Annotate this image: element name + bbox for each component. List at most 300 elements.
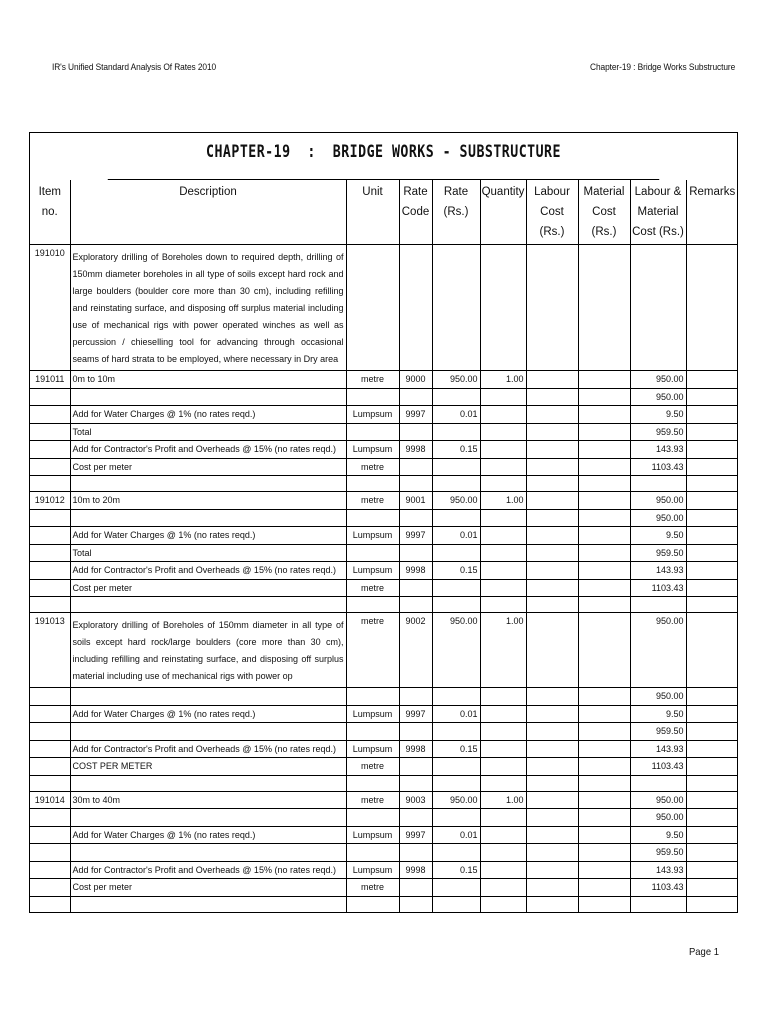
column-header-unit: Unit: [346, 180, 399, 245]
cell-labour-material-cost: 143.93: [630, 740, 686, 758]
cell-rate-code: [399, 723, 432, 741]
cell-item-no: [30, 527, 70, 545]
cell-remarks: [686, 740, 738, 758]
cell-rate: [432, 879, 480, 897]
cell-description: [70, 775, 346, 791]
cell-item-no: [30, 544, 70, 562]
cell-rate: [432, 723, 480, 741]
column-header-rate-code: Rate Code: [399, 180, 432, 245]
cell-quantity: [480, 476, 526, 492]
cell-quantity: [480, 423, 526, 441]
cell-rate-code: 9997: [399, 406, 432, 424]
cell-remarks: [686, 879, 738, 897]
cell-material-cost: [578, 775, 630, 791]
cell-description: Cost per meter: [70, 579, 346, 597]
column-header-remarks: Remarks: [686, 180, 738, 245]
cell-unit: metre: [346, 458, 399, 476]
cell-unit: [346, 509, 399, 527]
cell-material-cost: [578, 492, 630, 510]
cell-item-no: [30, 740, 70, 758]
cell-remarks: [686, 861, 738, 879]
cell-unit: Lumpsum: [346, 527, 399, 545]
cell-rate-code: [399, 544, 432, 562]
cell-quantity: [480, 826, 526, 844]
cell-quantity: [480, 441, 526, 459]
cell-rate-code: 9998: [399, 562, 432, 580]
cell-description: Add for Contractor's Profit and Overheads @ 15% (no rates reqd.): [70, 562, 346, 580]
cell-quantity: [480, 562, 526, 580]
cell-item-no: [30, 688, 70, 706]
cell-item-no: 191010: [30, 245, 70, 371]
cell-description: [70, 597, 346, 613]
cell-material-cost: [578, 688, 630, 706]
cell-material-cost: [578, 705, 630, 723]
cell-item-no: 191014: [30, 791, 70, 809]
cell-description: [70, 844, 346, 862]
cell-quantity: [480, 758, 526, 776]
table-row: [30, 371, 738, 389]
cell-remarks: [686, 509, 738, 527]
cell-unit: Lumpsum: [346, 705, 399, 723]
cell-rate-code: 9002: [399, 613, 432, 688]
cell-item-no: [30, 406, 70, 424]
cell-remarks: [686, 441, 738, 459]
cell-labour-cost: [526, 826, 578, 844]
cell-description: Exploratory drilling of Boreholes of 150mm diameter in all type of soils except hard rock/large boulders (core more than 30 cm), including refilling and reinstating surface, and disposing off surplus material including use of mechanical rigs with power op: [70, 613, 346, 688]
spacer-row: [30, 597, 738, 613]
cell-labour-material-cost: 1103.43: [630, 579, 686, 597]
cell-item-no: [30, 861, 70, 879]
cell-remarks: [686, 809, 738, 827]
cell-material-cost: [578, 597, 630, 613]
cell-quantity: [480, 879, 526, 897]
table-row: [30, 579, 738, 597]
cell-description: 0m to 10m: [70, 371, 346, 389]
cell-rate-code: [399, 879, 432, 897]
cell-description: Add for Contractor's Profit and Overheads @ 15% (no rates reqd.): [70, 441, 346, 459]
cell-labour-material-cost: 950.00: [630, 371, 686, 389]
cell-material-cost: [578, 861, 630, 879]
table-row: [30, 527, 738, 545]
cell-material-cost: [578, 579, 630, 597]
cell-remarks: [686, 423, 738, 441]
cell-item-no: [30, 579, 70, 597]
rate-table: [30, 180, 738, 913]
cell-item-no: [30, 826, 70, 844]
cell-labour-cost: [526, 406, 578, 424]
cell-rate-code: [399, 597, 432, 613]
cell-item-no: [30, 562, 70, 580]
cell-rate-code: [399, 809, 432, 827]
cell-rate-code: [399, 896, 432, 912]
cell-labour-cost: [526, 388, 578, 406]
table-row: [30, 509, 738, 527]
cell-material-cost: [578, 371, 630, 389]
column-header-item-no: Item no.: [30, 180, 70, 245]
cell-item-no: [30, 896, 70, 912]
cell-rate-code: 9998: [399, 441, 432, 459]
cell-labour-cost: [526, 509, 578, 527]
cell-quantity: [480, 597, 526, 613]
cell-quantity: [480, 861, 526, 879]
cell-rate: [432, 388, 480, 406]
cell-labour-cost: [526, 740, 578, 758]
cell-labour-cost: [526, 791, 578, 809]
table-row: [30, 809, 738, 827]
cell-rate-code: 9000: [399, 371, 432, 389]
cell-rate-code: [399, 844, 432, 862]
cell-unit: [346, 245, 399, 371]
cell-rate-code: 9001: [399, 492, 432, 510]
cell-rate: [432, 844, 480, 862]
cell-unit: [346, 809, 399, 827]
cell-unit: metre: [346, 613, 399, 688]
cell-rate: [432, 458, 480, 476]
cell-quantity: [480, 723, 526, 741]
table-row: [30, 245, 738, 371]
page-number: Page 1: [689, 946, 719, 958]
cell-quantity: [480, 544, 526, 562]
cell-material-cost: [578, 544, 630, 562]
cell-material-cost: [578, 476, 630, 492]
table-body: [30, 245, 738, 913]
cell-item-no: [30, 705, 70, 723]
cell-quantity: 1.00: [480, 371, 526, 389]
cell-labour-cost: [526, 705, 578, 723]
table-header-row: [30, 180, 738, 245]
cell-labour-material-cost: 959.50: [630, 844, 686, 862]
cell-rate: [432, 758, 480, 776]
cell-description: 10m to 20m: [70, 492, 346, 510]
cell-description: COST PER METER: [70, 758, 346, 776]
cell-quantity: 1.00: [480, 492, 526, 510]
table-row: [30, 423, 738, 441]
cell-material-cost: [578, 879, 630, 897]
cell-unit: Lumpsum: [346, 740, 399, 758]
cell-description: Exploratory drilling of Boreholes down to required depth, drilling of 150mm diameter boreholes in all type of soils except hard rock and large boulders (boulder core more than 30 cm), including refilling and reinstating surface, and disposing off surplus material including use of mechanical rigs with power operated winches as well as percussion / chieselling tool for advancing through occasional seams of hard strata to be employed, where necessary in Dry area: [70, 245, 346, 371]
cell-labour-cost: [526, 723, 578, 741]
cell-quantity: 1.00: [480, 791, 526, 809]
cell-description: 30m to 40m: [70, 791, 346, 809]
column-header-labour-material-cost: Labour & Material Cost (Rs.): [630, 180, 686, 245]
cell-labour-material-cost: 9.50: [630, 705, 686, 723]
cell-quantity: [480, 579, 526, 597]
cell-item-no: [30, 879, 70, 897]
cell-rate: [432, 688, 480, 706]
cell-rate-code: 9998: [399, 861, 432, 879]
cell-labour-material-cost: 959.50: [630, 423, 686, 441]
cell-material-cost: [578, 896, 630, 912]
cell-unit: [346, 544, 399, 562]
spacer-row: [30, 775, 738, 791]
cell-remarks: [686, 476, 738, 492]
cell-rate: 0.15: [432, 740, 480, 758]
cell-remarks: [686, 388, 738, 406]
cell-labour-material-cost: 950.00: [630, 509, 686, 527]
cell-labour-cost: [526, 492, 578, 510]
table-row: [30, 441, 738, 459]
cell-material-cost: [578, 406, 630, 424]
cell-remarks: [686, 791, 738, 809]
cell-rate: 0.15: [432, 441, 480, 459]
cell-labour-cost: [526, 613, 578, 688]
cell-unit: metre: [346, 371, 399, 389]
cell-remarks: [686, 705, 738, 723]
cell-rate-code: [399, 688, 432, 706]
cell-unit: [346, 844, 399, 862]
spacer-row: [30, 896, 738, 912]
table-row: [30, 458, 738, 476]
cell-labour-material-cost: 143.93: [630, 441, 686, 459]
cell-labour-material-cost: 1103.43: [630, 758, 686, 776]
cell-remarks: [686, 527, 738, 545]
cell-item-no: [30, 844, 70, 862]
cell-quantity: [480, 775, 526, 791]
cell-unit: Lumpsum: [346, 562, 399, 580]
cell-remarks: [686, 544, 738, 562]
table-row: [30, 613, 738, 688]
cell-rate: [432, 544, 480, 562]
cell-labour-cost: [526, 896, 578, 912]
cell-remarks: [686, 245, 738, 371]
cell-description: [70, 476, 346, 492]
cell-description: [70, 509, 346, 527]
cell-material-cost: [578, 509, 630, 527]
cell-labour-material-cost: 9.50: [630, 406, 686, 424]
table-row: [30, 826, 738, 844]
cell-description: Cost per meter: [70, 458, 346, 476]
cell-rate-code: [399, 758, 432, 776]
cell-labour-material-cost: [630, 245, 686, 371]
cell-labour-cost: [526, 458, 578, 476]
cell-labour-material-cost: 143.93: [630, 562, 686, 580]
cell-description: Add for Contractor's Profit and Overheads @ 15% (no rates reqd.): [70, 740, 346, 758]
cell-quantity: [480, 844, 526, 862]
cell-material-cost: [578, 441, 630, 459]
cell-quantity: [480, 740, 526, 758]
cell-labour-cost: [526, 441, 578, 459]
column-header-material-cost: Material Cost (Rs.): [578, 180, 630, 245]
cell-material-cost: [578, 791, 630, 809]
cell-description: Add for Water Charges @ 1% (no rates reqd.): [70, 826, 346, 844]
cell-rate-code: [399, 509, 432, 527]
cell-labour-cost: [526, 423, 578, 441]
cell-item-no: 191011: [30, 371, 70, 389]
table-row: [30, 861, 738, 879]
cell-rate: [432, 809, 480, 827]
cell-unit: [346, 723, 399, 741]
cell-material-cost: [578, 562, 630, 580]
cell-remarks: [686, 758, 738, 776]
cell-labour-cost: [526, 688, 578, 706]
cell-unit: [346, 597, 399, 613]
cell-rate-code: [399, 388, 432, 406]
cell-rate: [432, 579, 480, 597]
cell-item-no: [30, 809, 70, 827]
cell-remarks: [686, 562, 738, 580]
cell-rate-code: [399, 775, 432, 791]
cell-rate: 0.01: [432, 826, 480, 844]
cell-labour-cost: [526, 245, 578, 371]
cell-item-no: [30, 423, 70, 441]
cell-rate: 950.00: [432, 371, 480, 389]
cell-labour-material-cost: 9.50: [630, 826, 686, 844]
cell-item-no: 191013: [30, 613, 70, 688]
table-row: [30, 388, 738, 406]
rate-analysis-sheet: [29, 132, 738, 913]
cell-unit: Lumpsum: [346, 826, 399, 844]
cell-description: Total: [70, 544, 346, 562]
cell-rate: 0.15: [432, 562, 480, 580]
cell-rate: 0.15: [432, 861, 480, 879]
cell-labour-cost: [526, 597, 578, 613]
cell-description: Total: [70, 423, 346, 441]
running-header-right: Chapter-19 : Bridge Works Substructure: [590, 62, 736, 73]
cell-material-cost: [578, 826, 630, 844]
cell-material-cost: [578, 723, 630, 741]
table-row: [30, 791, 738, 809]
cell-material-cost: [578, 458, 630, 476]
table-row: [30, 844, 738, 862]
cell-unit: metre: [346, 791, 399, 809]
cell-material-cost: [578, 613, 630, 688]
cell-labour-material-cost: [630, 896, 686, 912]
cell-rate: 0.01: [432, 527, 480, 545]
cell-labour-cost: [526, 562, 578, 580]
cell-labour-material-cost: [630, 775, 686, 791]
cell-unit: [346, 476, 399, 492]
cell-unit: [346, 423, 399, 441]
cell-material-cost: [578, 527, 630, 545]
cell-labour-material-cost: [630, 476, 686, 492]
cell-unit: [346, 388, 399, 406]
cell-quantity: [480, 509, 526, 527]
cell-rate: [432, 597, 480, 613]
cell-labour-material-cost: 950.00: [630, 388, 686, 406]
cell-description: [70, 809, 346, 827]
cell-labour-material-cost: 950.00: [630, 809, 686, 827]
cell-item-no: [30, 597, 70, 613]
cell-labour-material-cost: 1103.43: [630, 879, 686, 897]
cell-remarks: [686, 826, 738, 844]
cell-remarks: [686, 723, 738, 741]
cell-rate-code: 9997: [399, 527, 432, 545]
table-row: [30, 723, 738, 741]
cell-description: [70, 688, 346, 706]
cell-labour-material-cost: 950.00: [630, 791, 686, 809]
cell-quantity: [480, 458, 526, 476]
spacer-row: [30, 476, 738, 492]
cell-labour-cost: [526, 476, 578, 492]
cell-remarks: [686, 406, 738, 424]
cell-material-cost: [578, 245, 630, 371]
cell-remarks: [686, 597, 738, 613]
cell-material-cost: [578, 809, 630, 827]
cell-labour-cost: [526, 544, 578, 562]
table-row: [30, 562, 738, 580]
cell-labour-cost: [526, 809, 578, 827]
cell-rate: 950.00: [432, 791, 480, 809]
cell-labour-material-cost: 959.50: [630, 544, 686, 562]
cell-item-no: [30, 723, 70, 741]
cell-labour-cost: [526, 579, 578, 597]
cell-remarks: [686, 371, 738, 389]
cell-labour-material-cost: 950.00: [630, 688, 686, 706]
cell-item-no: [30, 458, 70, 476]
cell-material-cost: [578, 758, 630, 776]
table-row: [30, 758, 738, 776]
cell-labour-material-cost: 143.93: [630, 861, 686, 879]
table-row: [30, 879, 738, 897]
column-header-rate: Rate (Rs.): [432, 180, 480, 245]
cell-material-cost: [578, 740, 630, 758]
column-header-quantity: Quantity: [480, 180, 526, 245]
cell-quantity: [480, 388, 526, 406]
cell-labour-material-cost: 950.00: [630, 492, 686, 510]
cell-rate-code: 9003: [399, 791, 432, 809]
cell-material-cost: [578, 423, 630, 441]
cell-quantity: [480, 245, 526, 371]
cell-remarks: [686, 896, 738, 912]
cell-quantity: [480, 896, 526, 912]
cell-rate: [432, 896, 480, 912]
cell-rate-code: [399, 423, 432, 441]
cell-quantity: [480, 809, 526, 827]
cell-remarks: [686, 579, 738, 597]
cell-rate: 950.00: [432, 613, 480, 688]
cell-unit: metre: [346, 758, 399, 776]
cell-quantity: [480, 705, 526, 723]
cell-rate: [432, 476, 480, 492]
cell-item-no: [30, 758, 70, 776]
cell-rate-code: 9997: [399, 826, 432, 844]
cell-description: Add for Contractor's Profit and Overheads @ 15% (no rates reqd.): [70, 861, 346, 879]
cell-labour-cost: [526, 527, 578, 545]
column-header-description: Description: [70, 180, 346, 245]
cell-item-no: 191012: [30, 492, 70, 510]
column-header-labour-cost: Labour Cost (Rs.): [526, 180, 578, 245]
cell-labour-cost: [526, 844, 578, 862]
cell-unit: [346, 775, 399, 791]
cell-unit: metre: [346, 879, 399, 897]
cell-rate: 950.00: [432, 492, 480, 510]
cell-rate: [432, 423, 480, 441]
cell-item-no: [30, 388, 70, 406]
cell-labour-material-cost: [630, 597, 686, 613]
cell-rate-code: [399, 458, 432, 476]
cell-unit: Lumpsum: [346, 861, 399, 879]
cell-description: Add for Water Charges @ 1% (no rates reqd.): [70, 406, 346, 424]
cell-unit: Lumpsum: [346, 406, 399, 424]
cell-remarks: [686, 688, 738, 706]
cell-labour-material-cost: 959.50: [630, 723, 686, 741]
cell-remarks: [686, 613, 738, 688]
running-header-left: IR's Unified Standard Analysis Of Rates 2010: [52, 62, 217, 73]
cell-material-cost: [578, 388, 630, 406]
cell-rate: [432, 509, 480, 527]
cell-unit: [346, 896, 399, 912]
cell-labour-cost: [526, 758, 578, 776]
cell-rate-code: 9998: [399, 740, 432, 758]
cell-rate: 0.01: [432, 406, 480, 424]
cell-description: [70, 723, 346, 741]
cell-item-no: [30, 441, 70, 459]
cell-item-no: [30, 775, 70, 791]
table-row: [30, 544, 738, 562]
table-row: [30, 688, 738, 706]
cell-labour-material-cost: 9.50: [630, 527, 686, 545]
cell-unit: metre: [346, 492, 399, 510]
